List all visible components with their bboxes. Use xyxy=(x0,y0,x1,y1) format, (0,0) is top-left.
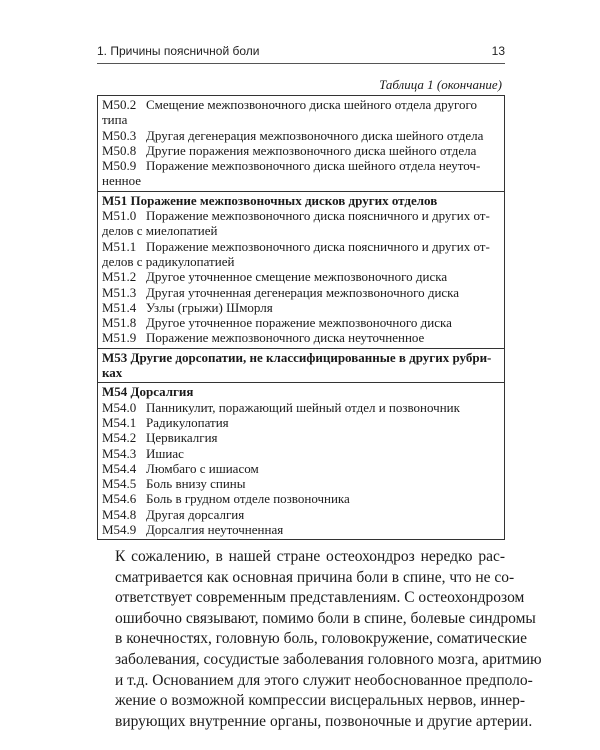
diagnosis-text: Смещение межпозвоночного диска шейного отдела другого xyxy=(146,97,477,112)
diagnosis-text: Дорсалгия неуточненная xyxy=(146,522,284,538)
line-text: типа xyxy=(102,112,128,128)
table-row xyxy=(102,461,500,476)
icd-code: M51.8 xyxy=(102,315,137,331)
table-row xyxy=(102,254,500,269)
diagnosis-text: Боль в грудном отделе позвоночника xyxy=(146,491,350,507)
line-text: M53 Другие дорсопатии, не классифицированные в других рубри- xyxy=(102,349,492,365)
table-section xyxy=(98,382,504,539)
section-heading xyxy=(102,384,500,399)
line-text: M54 Дорсалгия xyxy=(102,384,194,400)
diagnosis-text: Другое уточненное поражение межпозвоночного диска xyxy=(146,315,452,331)
text-line: сматривается как основная причина боли в спине, что не со- xyxy=(115,568,515,586)
line-text: ках xyxy=(102,365,123,381)
chapter-title: 1. Причины поясничной боли xyxy=(97,44,260,58)
diagnosis-text: Поражение межпозвоночного диска шейного отдела неуточ- xyxy=(146,158,481,174)
table-row xyxy=(102,315,500,330)
text-line: жение о возможной компрессии висцеральных нервов, иннер- xyxy=(115,692,526,710)
icd-code: M50.8 xyxy=(102,142,137,158)
text-line: К сожалению, в нашей стране остеохондроз нередко рас- xyxy=(115,548,505,565)
icd-code: M51.4 xyxy=(102,299,137,315)
table-section xyxy=(98,191,504,348)
table-row xyxy=(102,208,500,223)
text-line: вирующих внутренние органы, позвоночные и другие артерии. xyxy=(115,712,533,730)
table-row xyxy=(102,476,500,491)
section-heading xyxy=(102,193,500,208)
line-text: M51 Поражение межпозвоночных дисков других отделов xyxy=(102,192,438,208)
diagnosis-text: Другая уточненная дегенерация межпозвоночного диска xyxy=(146,284,460,300)
icd-code: M54.6 xyxy=(102,491,137,507)
diagnosis-text: Другое уточненное смещение межпозвоночного диска xyxy=(146,269,448,285)
text-line: и т.д. Основанием для этого служит необоснованное предполо- xyxy=(115,671,533,689)
table-row xyxy=(102,285,500,300)
paragraph-text xyxy=(97,547,542,732)
body-paragraph xyxy=(97,547,542,732)
table-row xyxy=(102,300,500,315)
diagnosis-text: Другая дорсалгия xyxy=(146,506,245,522)
icd-code: M51.9 xyxy=(102,330,137,346)
line-text: делов с миелопатией xyxy=(102,223,218,239)
table-row xyxy=(102,223,500,238)
text-line: ответствует современным представлениям. С остеохондрозом xyxy=(115,589,525,607)
text-line: заболевания, сосудистые заболевания головного мозга, аритмию xyxy=(115,650,542,668)
diagnosis-text: Боль внизу спины xyxy=(146,476,246,492)
table-row xyxy=(102,173,500,188)
table-row xyxy=(102,522,500,537)
header-divider xyxy=(97,63,505,64)
icd-code: M54.1 xyxy=(102,414,137,430)
line-text: делов с радикулопатией xyxy=(102,253,235,269)
icd-code: M54.2 xyxy=(102,430,137,446)
table-row xyxy=(102,269,500,284)
icd-code: M54.8 xyxy=(102,506,137,522)
icd-code: M54.4 xyxy=(102,460,137,476)
table-row xyxy=(102,97,500,112)
running-header xyxy=(97,44,505,62)
text-line: ошибочно связывают, помимо боли в спине, болевые синдромы xyxy=(115,609,536,627)
diagnosis-text: Узлы (грыжи) Шморля xyxy=(146,299,273,315)
table-row xyxy=(102,430,500,445)
line-text: ненное xyxy=(102,173,142,189)
table-row xyxy=(102,446,500,461)
icd-code: M51.1 xyxy=(102,238,137,254)
diagnosis-text: Поражение межпозвоночного диска поясничного и других от- xyxy=(146,238,490,254)
table-row xyxy=(102,415,500,430)
table-row xyxy=(102,128,500,143)
diagnosis-text: Другая дегенерация межпозвоночного диска шейного отдела xyxy=(146,127,484,143)
diagnosis-text: Люмбаго с ишиасом xyxy=(146,460,259,476)
text-line: в конечностях, головную боль, головокружение, соматические xyxy=(115,630,528,648)
table-caption: Таблица 1 (окончание) xyxy=(379,77,502,92)
table-row xyxy=(102,158,500,173)
table-row xyxy=(102,112,500,127)
diagnosis-text: Радикулопатия xyxy=(146,414,229,430)
diagnosis-text: Поражение межпозвоночного диска неуточненное xyxy=(146,330,425,346)
diagnosis-text: Другие поражения межпозвоночного диска шейного отдела xyxy=(146,142,477,158)
table-row xyxy=(102,330,500,345)
icd-code: M50.2 xyxy=(102,97,137,112)
icd-code: M54.3 xyxy=(102,445,137,461)
diagnosis-text: Ишиас xyxy=(146,445,184,461)
table-row xyxy=(102,491,500,506)
icd-code: M54.0 xyxy=(102,399,137,415)
diagnosis-text: Цервикалгия xyxy=(146,430,218,446)
table-row xyxy=(102,400,500,415)
icd-code: M51.0 xyxy=(102,208,137,224)
section-heading xyxy=(102,365,500,380)
icd-code: M50.9 xyxy=(102,158,137,174)
icd-code: M50.3 xyxy=(102,127,137,143)
page-number: 13 xyxy=(491,44,505,58)
table-row xyxy=(102,239,500,254)
section-heading xyxy=(102,350,500,365)
table-section xyxy=(98,348,504,383)
table-row xyxy=(102,507,500,522)
icd-code: M51.3 xyxy=(102,284,137,300)
icd-code-table xyxy=(97,95,505,540)
icd-code: M54.5 xyxy=(102,476,137,492)
icd-code: M51.2 xyxy=(102,269,137,285)
icd-code: M54.9 xyxy=(102,522,137,538)
table-row xyxy=(102,143,500,158)
diagnosis-text: Панникулит, поражающий шейный отдел и позвоночник xyxy=(146,399,460,415)
diagnosis-text: Поражение межпозвоночного диска поясничного и других от- xyxy=(146,208,490,224)
table-section xyxy=(98,96,504,191)
